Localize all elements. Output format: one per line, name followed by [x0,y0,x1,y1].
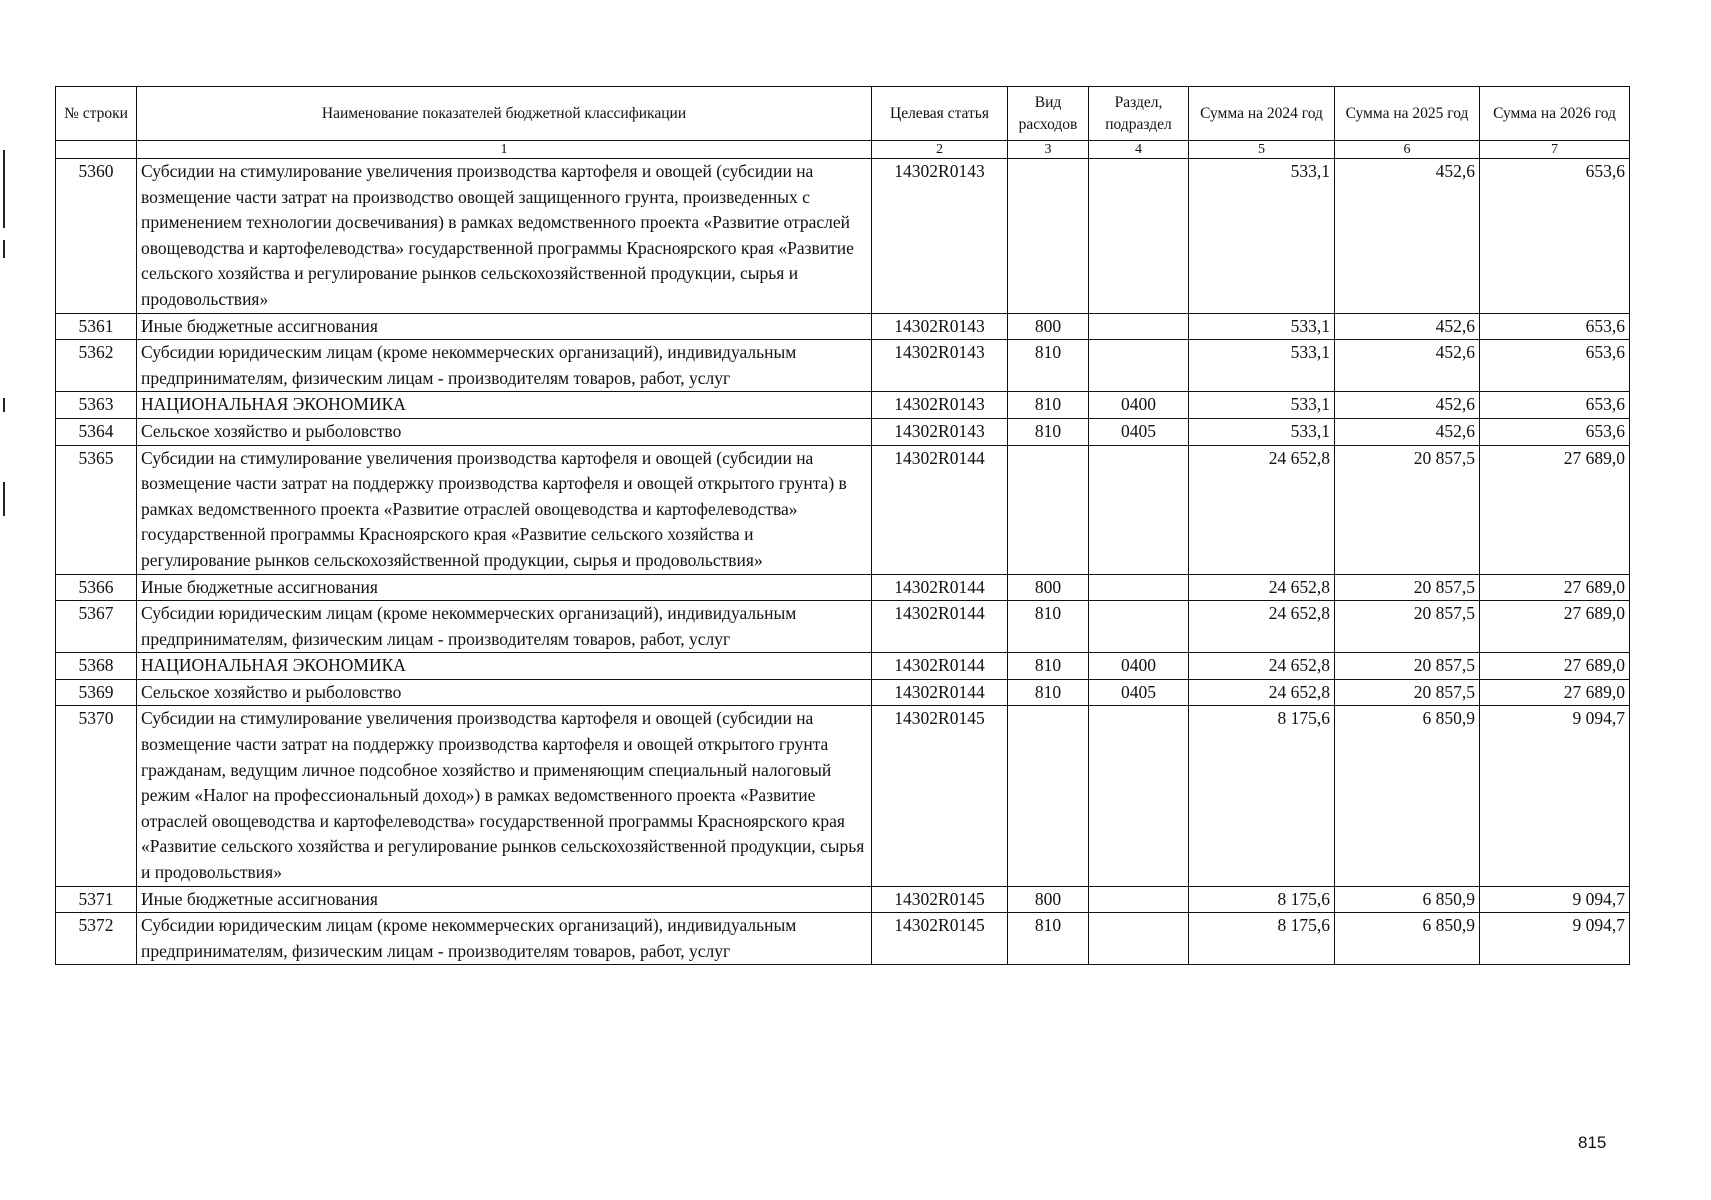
row-number: 5364 [56,418,137,445]
sum-2026: 653,6 [1480,418,1630,445]
table-row [56,679,1630,706]
table-row [56,601,1630,653]
column-number: 1 [137,141,872,159]
column-number [56,141,137,159]
header-target-article: Целевая статья [872,87,1008,141]
indicator-name: Субсидии на стимулирование увеличения производства картофеля и овощей (субсидии на возмещение части затрат на поддержку производства картофеля и овощей открытого грунта гражданам, ведущим личное подсобное хозяйство и применяющим специальный налоговый режим «Налог на профессиональный доход») в рамках ведомственного проекта «Развитие отраслей овощеводства и картофелеводства» государственной программы Красноярского края «Развитие сельского хозяйства и регулирование рынков сельскохозяйственной продукции, сырья и продовольствия» [137,706,872,886]
indicator-name: НАЦИОНАЛЬНАЯ ЭКОНОМИКА [137,653,872,680]
table-row [56,392,1630,419]
sum-2026: 9 094,7 [1480,706,1630,886]
indicator-name: Субсидии юридическим лицам (кроме некоммерческих организаций), индивидуальным предпринимателям, физическим лицам - производителям товаров, работ, услуг [137,601,872,653]
section-code: 0405 [1089,679,1189,706]
column-number-row [56,141,1630,159]
header-sum-2025: Сумма на 2025 год [1335,87,1480,141]
sum-2026: 27 689,0 [1480,601,1630,653]
header-sum-2026: Сумма на 2026 год [1480,87,1630,141]
sum-2024: 533,1 [1189,313,1335,340]
expense-type: 810 [1008,653,1089,680]
section-code [1089,574,1189,601]
row-number: 5366 [56,574,137,601]
sum-2025: 20 857,5 [1335,601,1480,653]
table-row [56,418,1630,445]
row-number: 5368 [56,653,137,680]
sum-2026: 27 689,0 [1480,653,1630,680]
section-code [1089,913,1189,965]
header-row-number: № строки [56,87,137,141]
scan-margin-mark [3,150,5,228]
sum-2025: 452,6 [1335,313,1480,340]
expense-type [1008,706,1089,886]
table-row [56,340,1630,392]
sum-2025: 20 857,5 [1335,653,1480,680]
section-code [1089,340,1189,392]
scan-margin-mark [3,240,5,258]
column-number: 5 [1189,141,1335,159]
sum-2024: 24 652,8 [1189,679,1335,706]
sum-2024: 533,1 [1189,340,1335,392]
expense-type: 810 [1008,913,1089,965]
scan-margin-mark [3,482,5,516]
sum-2024: 24 652,8 [1189,601,1335,653]
section-code [1089,601,1189,653]
table-row [56,159,1630,314]
sum-2026: 653,6 [1480,340,1630,392]
table-row [56,706,1630,886]
indicator-name: Сельское хозяйство и рыболовство [137,679,872,706]
page-number: 815 [1578,1133,1607,1152]
target-article: 14302R0143 [872,159,1008,314]
header-row [56,87,1630,141]
sum-2025: 20 857,5 [1335,679,1480,706]
target-article: 14302R0143 [872,313,1008,340]
table-body [56,159,1630,965]
expense-type [1008,159,1089,314]
column-number: 4 [1089,141,1189,159]
expense-type: 810 [1008,601,1089,653]
sum-2025: 6 850,9 [1335,886,1480,913]
table-row [56,313,1630,340]
section-code [1089,159,1189,314]
target-article: 14302R0145 [872,913,1008,965]
sum-2026: 9 094,7 [1480,913,1630,965]
indicator-name: Иные бюджетные ассигнования [137,313,872,340]
target-article: 14302R0143 [872,418,1008,445]
table-row [56,574,1630,601]
sum-2026: 653,6 [1480,392,1630,419]
indicator-name: Субсидии юридическим лицам (кроме некоммерческих организаций), индивидуальным предпринимателям, физическим лицам - производителям товаров, работ, услуг [137,913,872,965]
section-code: 0400 [1089,392,1189,419]
sum-2025: 6 850,9 [1335,913,1480,965]
column-number: 7 [1480,141,1630,159]
target-article: 14302R0144 [872,653,1008,680]
target-article: 14302R0143 [872,392,1008,419]
sum-2024: 533,1 [1189,418,1335,445]
sum-2026: 27 689,0 [1480,574,1630,601]
expense-type: 800 [1008,574,1089,601]
row-number: 5370 [56,706,137,886]
target-article: 14302R0144 [872,601,1008,653]
sum-2024: 8 175,6 [1189,706,1335,886]
sum-2024: 8 175,6 [1189,913,1335,965]
sum-2024: 533,1 [1189,159,1335,314]
expense-type: 810 [1008,418,1089,445]
expense-type: 810 [1008,340,1089,392]
expense-type [1008,445,1089,574]
section-code: 0400 [1089,653,1189,680]
sum-2026: 27 689,0 [1480,679,1630,706]
sum-2025: 452,6 [1335,340,1480,392]
table-row [56,913,1630,965]
table-row [56,653,1630,680]
row-number: 5367 [56,601,137,653]
scan-margin-mark [3,398,5,412]
row-number: 5371 [56,886,137,913]
sum-2025: 6 850,9 [1335,706,1480,886]
header-indicator-name: Наименование показателей бюджетной классификации [137,87,872,141]
section-code [1089,313,1189,340]
sum-2024: 8 175,6 [1189,886,1335,913]
row-number: 5365 [56,445,137,574]
sum-2026: 653,6 [1480,159,1630,314]
table-row [56,445,1630,574]
header-section: Раздел, подраздел [1089,87,1189,141]
row-number: 5362 [56,340,137,392]
row-number: 5372 [56,913,137,965]
column-number: 2 [872,141,1008,159]
expense-type: 800 [1008,313,1089,340]
column-number: 3 [1008,141,1089,159]
budget-table [55,86,1630,965]
sum-2025: 20 857,5 [1335,445,1480,574]
target-article: 14302R0144 [872,679,1008,706]
indicator-name: НАЦИОНАЛЬНАЯ ЭКОНОМИКА [137,392,872,419]
header-expense-type: Вид расходов [1008,87,1089,141]
target-article: 14302R0143 [872,340,1008,392]
sum-2026: 653,6 [1480,313,1630,340]
expense-type: 810 [1008,679,1089,706]
row-number: 5369 [56,679,137,706]
indicator-name: Сельское хозяйство и рыболовство [137,418,872,445]
sum-2025: 20 857,5 [1335,574,1480,601]
target-article: 14302R0145 [872,706,1008,886]
table-row [56,886,1630,913]
row-number: 5363 [56,392,137,419]
sum-2024: 24 652,8 [1189,574,1335,601]
sum-2025: 452,6 [1335,392,1480,419]
indicator-name: Иные бюджетные ассигнования [137,886,872,913]
sum-2025: 452,6 [1335,418,1480,445]
sum-2024: 24 652,8 [1189,653,1335,680]
sum-2024: 24 652,8 [1189,445,1335,574]
expense-type: 800 [1008,886,1089,913]
section-code [1089,445,1189,574]
header-sum-2024: Сумма на 2024 год [1189,87,1335,141]
sum-2026: 27 689,0 [1480,445,1630,574]
target-article: 14302R0144 [872,574,1008,601]
sum-2026: 9 094,7 [1480,886,1630,913]
indicator-name: Иные бюджетные ассигнования [137,574,872,601]
indicator-name: Субсидии юридическим лицам (кроме некоммерческих организаций), индивидуальным предпринимателям, физическим лицам - производителям товаров, работ, услуг [137,340,872,392]
sum-2024: 533,1 [1189,392,1335,419]
column-number: 6 [1335,141,1480,159]
indicator-name: Субсидии на стимулирование увеличения производства картофеля и овощей (субсидии на возмещение части затрат на поддержку производства картофеля и овощей открытого грунта) в рамках ведомственного проекта «Развитие отраслей овощеводства и картофелеводства» государственной программы Красноярского края «Развитие сельского хозяйства и регулирование рынков сельскохозяйственной продукции, сырья и продовольствия» [137,445,872,574]
expense-type: 810 [1008,392,1089,419]
section-code [1089,706,1189,886]
target-article: 14302R0144 [872,445,1008,574]
row-number: 5360 [56,159,137,314]
section-code [1089,886,1189,913]
row-number: 5361 [56,313,137,340]
sum-2025: 452,6 [1335,159,1480,314]
target-article: 14302R0145 [872,886,1008,913]
indicator-name: Субсидии на стимулирование увеличения производства картофеля и овощей (субсидии на возмещение части затрат на производство овощей защищенного грунта, произведенных с применением технологии досвечивания) в рамках ведомственного проекта «Развитие отраслей овощеводства и картофелеводства» государственной программы Красноярского края «Развитие сельского хозяйства и регулирование рынков сельскохозяйственной продукции, сырья и продовольствия» [137,159,872,314]
section-code: 0405 [1089,418,1189,445]
